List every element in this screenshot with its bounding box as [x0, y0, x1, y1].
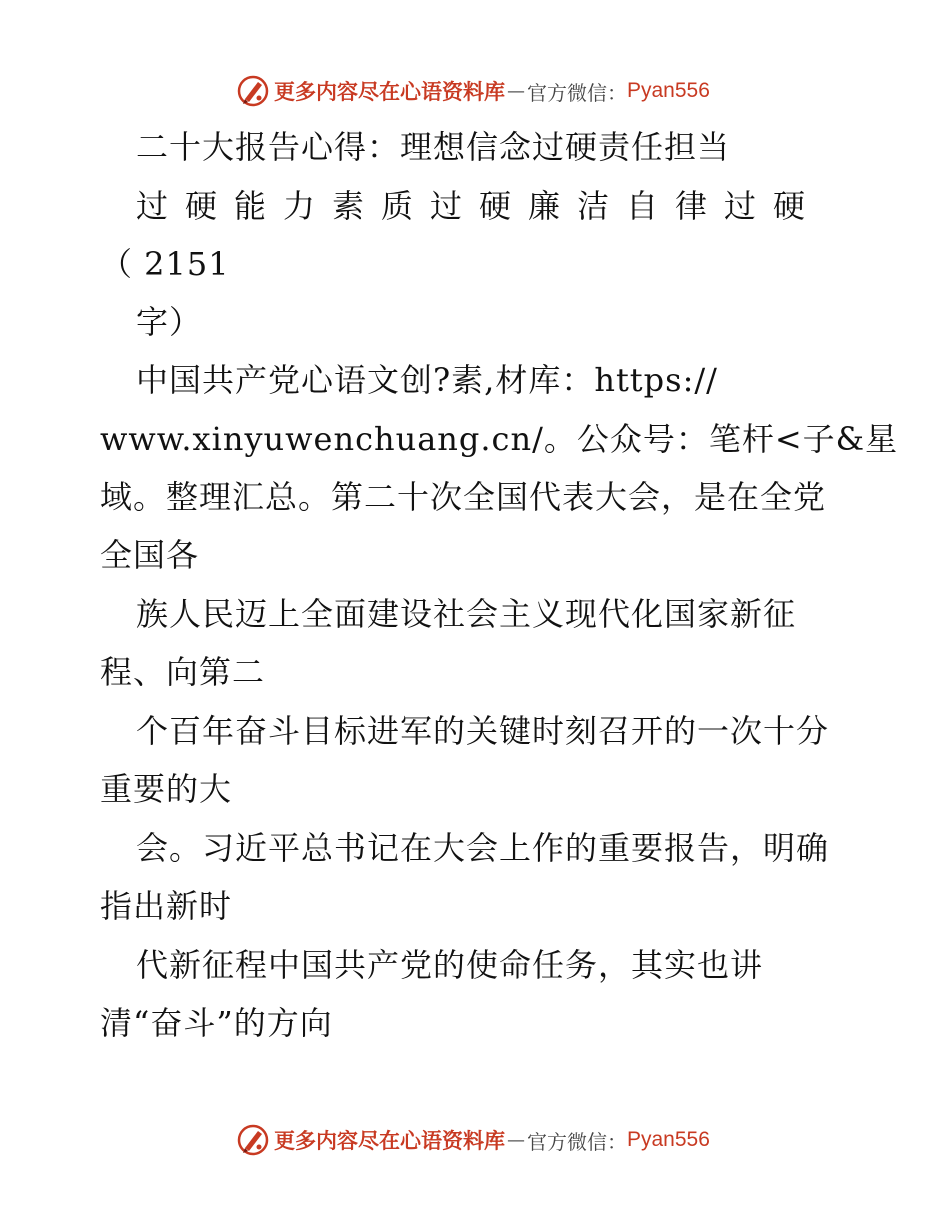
footer-watermark [236, 1122, 710, 1158]
watermark-wechat-label: 官方微信： [527, 1129, 627, 1154]
body-line: 代新征程中国共产党的使命任务，其实也讲 [136, 946, 764, 984]
header-watermark [236, 73, 710, 109]
document-title-line-1: 二十大报告心得：理想信念过硬责任担当 [136, 128, 731, 166]
watermark-wechat-id: Pyan556 [627, 1128, 710, 1151]
watermark-wechat-id: Pyan556 [627, 79, 710, 102]
document-title-line-3: （ 2151 [100, 245, 230, 283]
document-title-line-4: 字） [136, 303, 203, 341]
body-line: 域。整理汇总。第二十次全国代表大会，是在全党 [100, 478, 827, 516]
watermark-dash: — [507, 80, 525, 102]
body-line: www.xinyuwenchuang.cn/。公众号：笔杆<子&星 [100, 420, 899, 458]
body-line: 会。习近平总书记在大会上作的重要报告，明确 [136, 829, 830, 867]
pen-logo-icon [236, 1123, 270, 1157]
pen-logo-icon [236, 74, 270, 108]
body-line: 程、向第二 [100, 653, 266, 691]
watermark-wechat-label: 官方微信： [527, 80, 627, 105]
body-line: 重要的大 [100, 770, 233, 808]
watermark-main-text: 更多内容尽在心语资料库 [274, 1128, 505, 1153]
body-line: 清“奋斗”的方向 [100, 1004, 333, 1042]
watermark-dash: — [507, 1129, 525, 1151]
body-line: 全国各 [100, 536, 200, 574]
body-line: 指出新时 [100, 887, 233, 925]
body-line: 族人民迈上全面建设社会主义现代化国家新征 [136, 595, 797, 633]
body-line: 中国共产党心语文创?素,材库：https:// [136, 361, 718, 399]
watermark-main-text: 更多内容尽在心语资料库 [274, 79, 505, 104]
body-line: 个百年奋斗目标进军的关键时刻召开的一次十分 [136, 712, 830, 750]
document-title-line-2: 过硬能力素质过硬廉洁自律过硬 [136, 187, 823, 225]
